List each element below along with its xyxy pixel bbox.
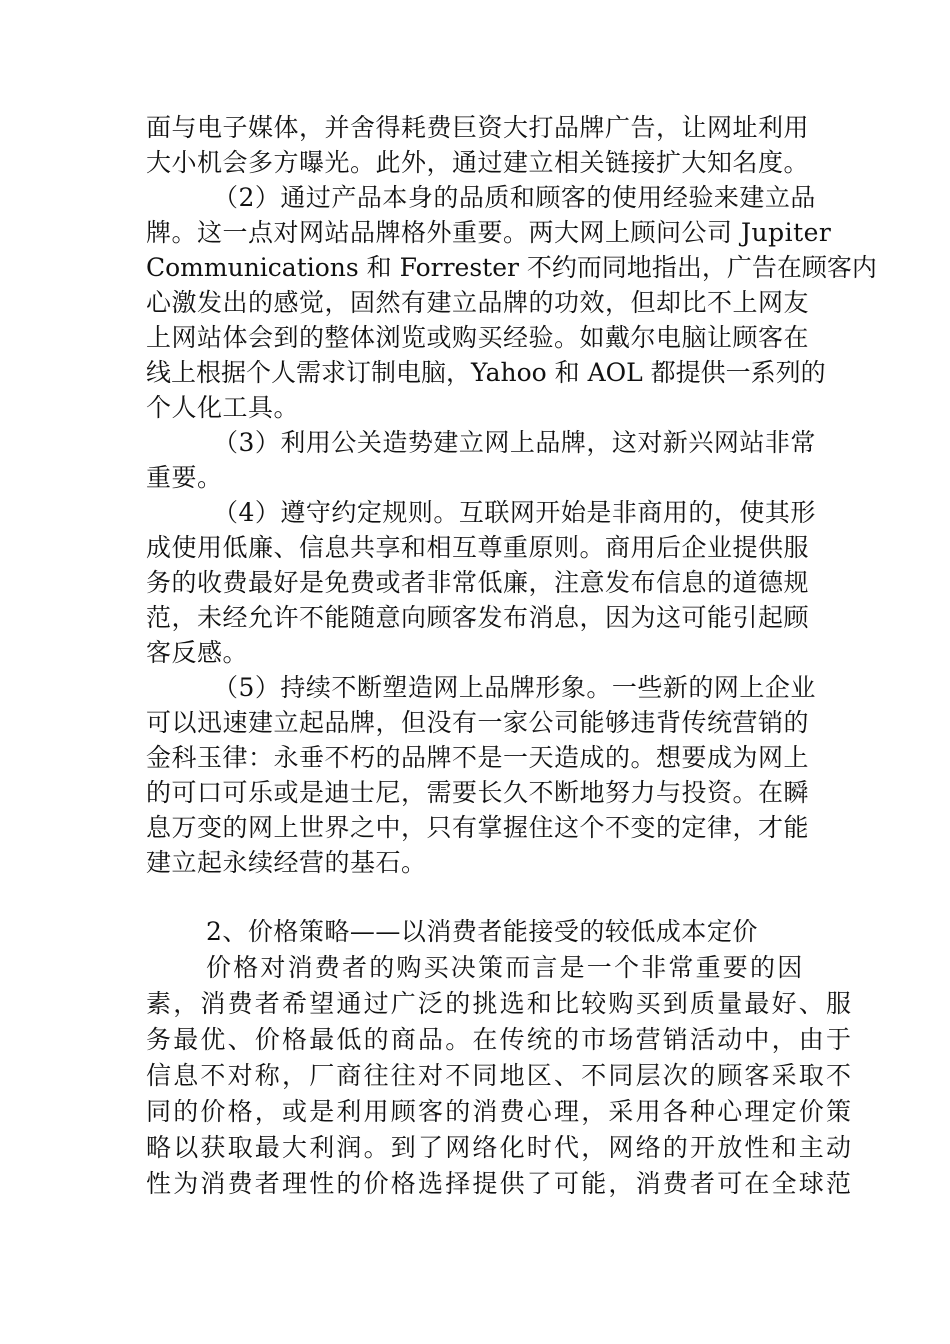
paragraph-line: 建立起永续经营的基石。 [146, 848, 427, 877]
paragraph-line: 务的收费最好是免费或者非常低廉，注意发布信息的道德规 [146, 568, 810, 597]
paragraph-line: 牌。这一点对网站品牌格外重要。两大网上顾问公司 Jupiter [146, 218, 832, 247]
paragraph-line: 信息不对称，厂商往往对不同地区、不同层次的顾客采取不 [146, 1061, 854, 1090]
paragraph-line: （5）持续不断塑造网上品牌形象。一些新的网上企业 [213, 673, 816, 702]
paragraph-line: 重要。 [146, 463, 223, 492]
paragraph-line: 务最优、价格最低的商品。在传统的市场营销活动中，由于 [146, 1025, 854, 1054]
paragraph-line: 线上根据个人需求订制电脑，Yahoo 和 AOL 都提供一系列的 [146, 358, 826, 387]
paragraph-line: 上网站体会到的整体浏览或购买经验。如戴尔电脑让顾客在 [146, 323, 810, 352]
paragraph-line: 客反感。 [146, 638, 249, 667]
paragraph-line: 可以迅速建立起品牌，但没有一家公司能够违背传统营销的 [146, 708, 810, 737]
paragraph-line: 的可口可乐或是迪士尼，需要长久不断地努力与投资。在瞬 [146, 778, 810, 807]
paragraph-line: （4）遵守约定规则。互联网开始是非商用的，使其形 [213, 498, 816, 527]
paragraph-line: （2）通过产品本身的品质和顾客的使用经验来建立品 [213, 183, 816, 212]
paragraph-line: 金科玉律：永垂不朽的品牌不是一天造成的。想要成为网上 [146, 743, 810, 772]
paragraph-line: 范，未经允许不能随意向顾客发布消息，因为这可能引起顾 [146, 603, 810, 632]
paragraph-line: 性为消费者理性的价格选择提供了可能，消费者可在全球范 [146, 1169, 854, 1198]
paragraph-line: （3）利用公关造势建立网上品牌，这对新兴网站非常 [213, 428, 816, 457]
paragraph-line: 息万变的网上世界之中，只有掌握住这个不变的定律，才能 [146, 813, 810, 842]
paragraph-line: 同的价格，或是利用顾客的消费心理，采用各种心理定价策 [146, 1097, 854, 1126]
paragraph-line: Communications 和 Forrester 不约而同地指出，广告在顾客内 [146, 253, 877, 282]
paragraph-line: 心激发出的感觉，固然有建立品牌的功效，但却比不上网友 [146, 288, 810, 317]
paragraph-line: 素，消费者希望通过广泛的挑选和比较购买到质量最好、服 [146, 989, 854, 1018]
paragraph-line: 大小机会多方曝光。此外，通过建立相关链接扩大知名度。 [146, 148, 810, 177]
paragraph-line: 面与电子媒体，并舍得耗费巨资大打品牌广告，让网址利用 [146, 113, 810, 142]
paragraph-line: 价格对消费者的购买决策而言是一个非常重要的因 [206, 953, 805, 982]
section-heading: 2、价格策略——以消费者能接受的较低成本定价 [206, 917, 758, 946]
paragraph-line: 成使用低廉、信息共享和相互尊重原则。商用后企业提供服 [146, 533, 810, 562]
paragraph-line: 略以获取最大利润。到了网络化时代，网络的开放性和主动 [146, 1133, 854, 1162]
paragraph-line: 个人化工具。 [146, 393, 300, 422]
